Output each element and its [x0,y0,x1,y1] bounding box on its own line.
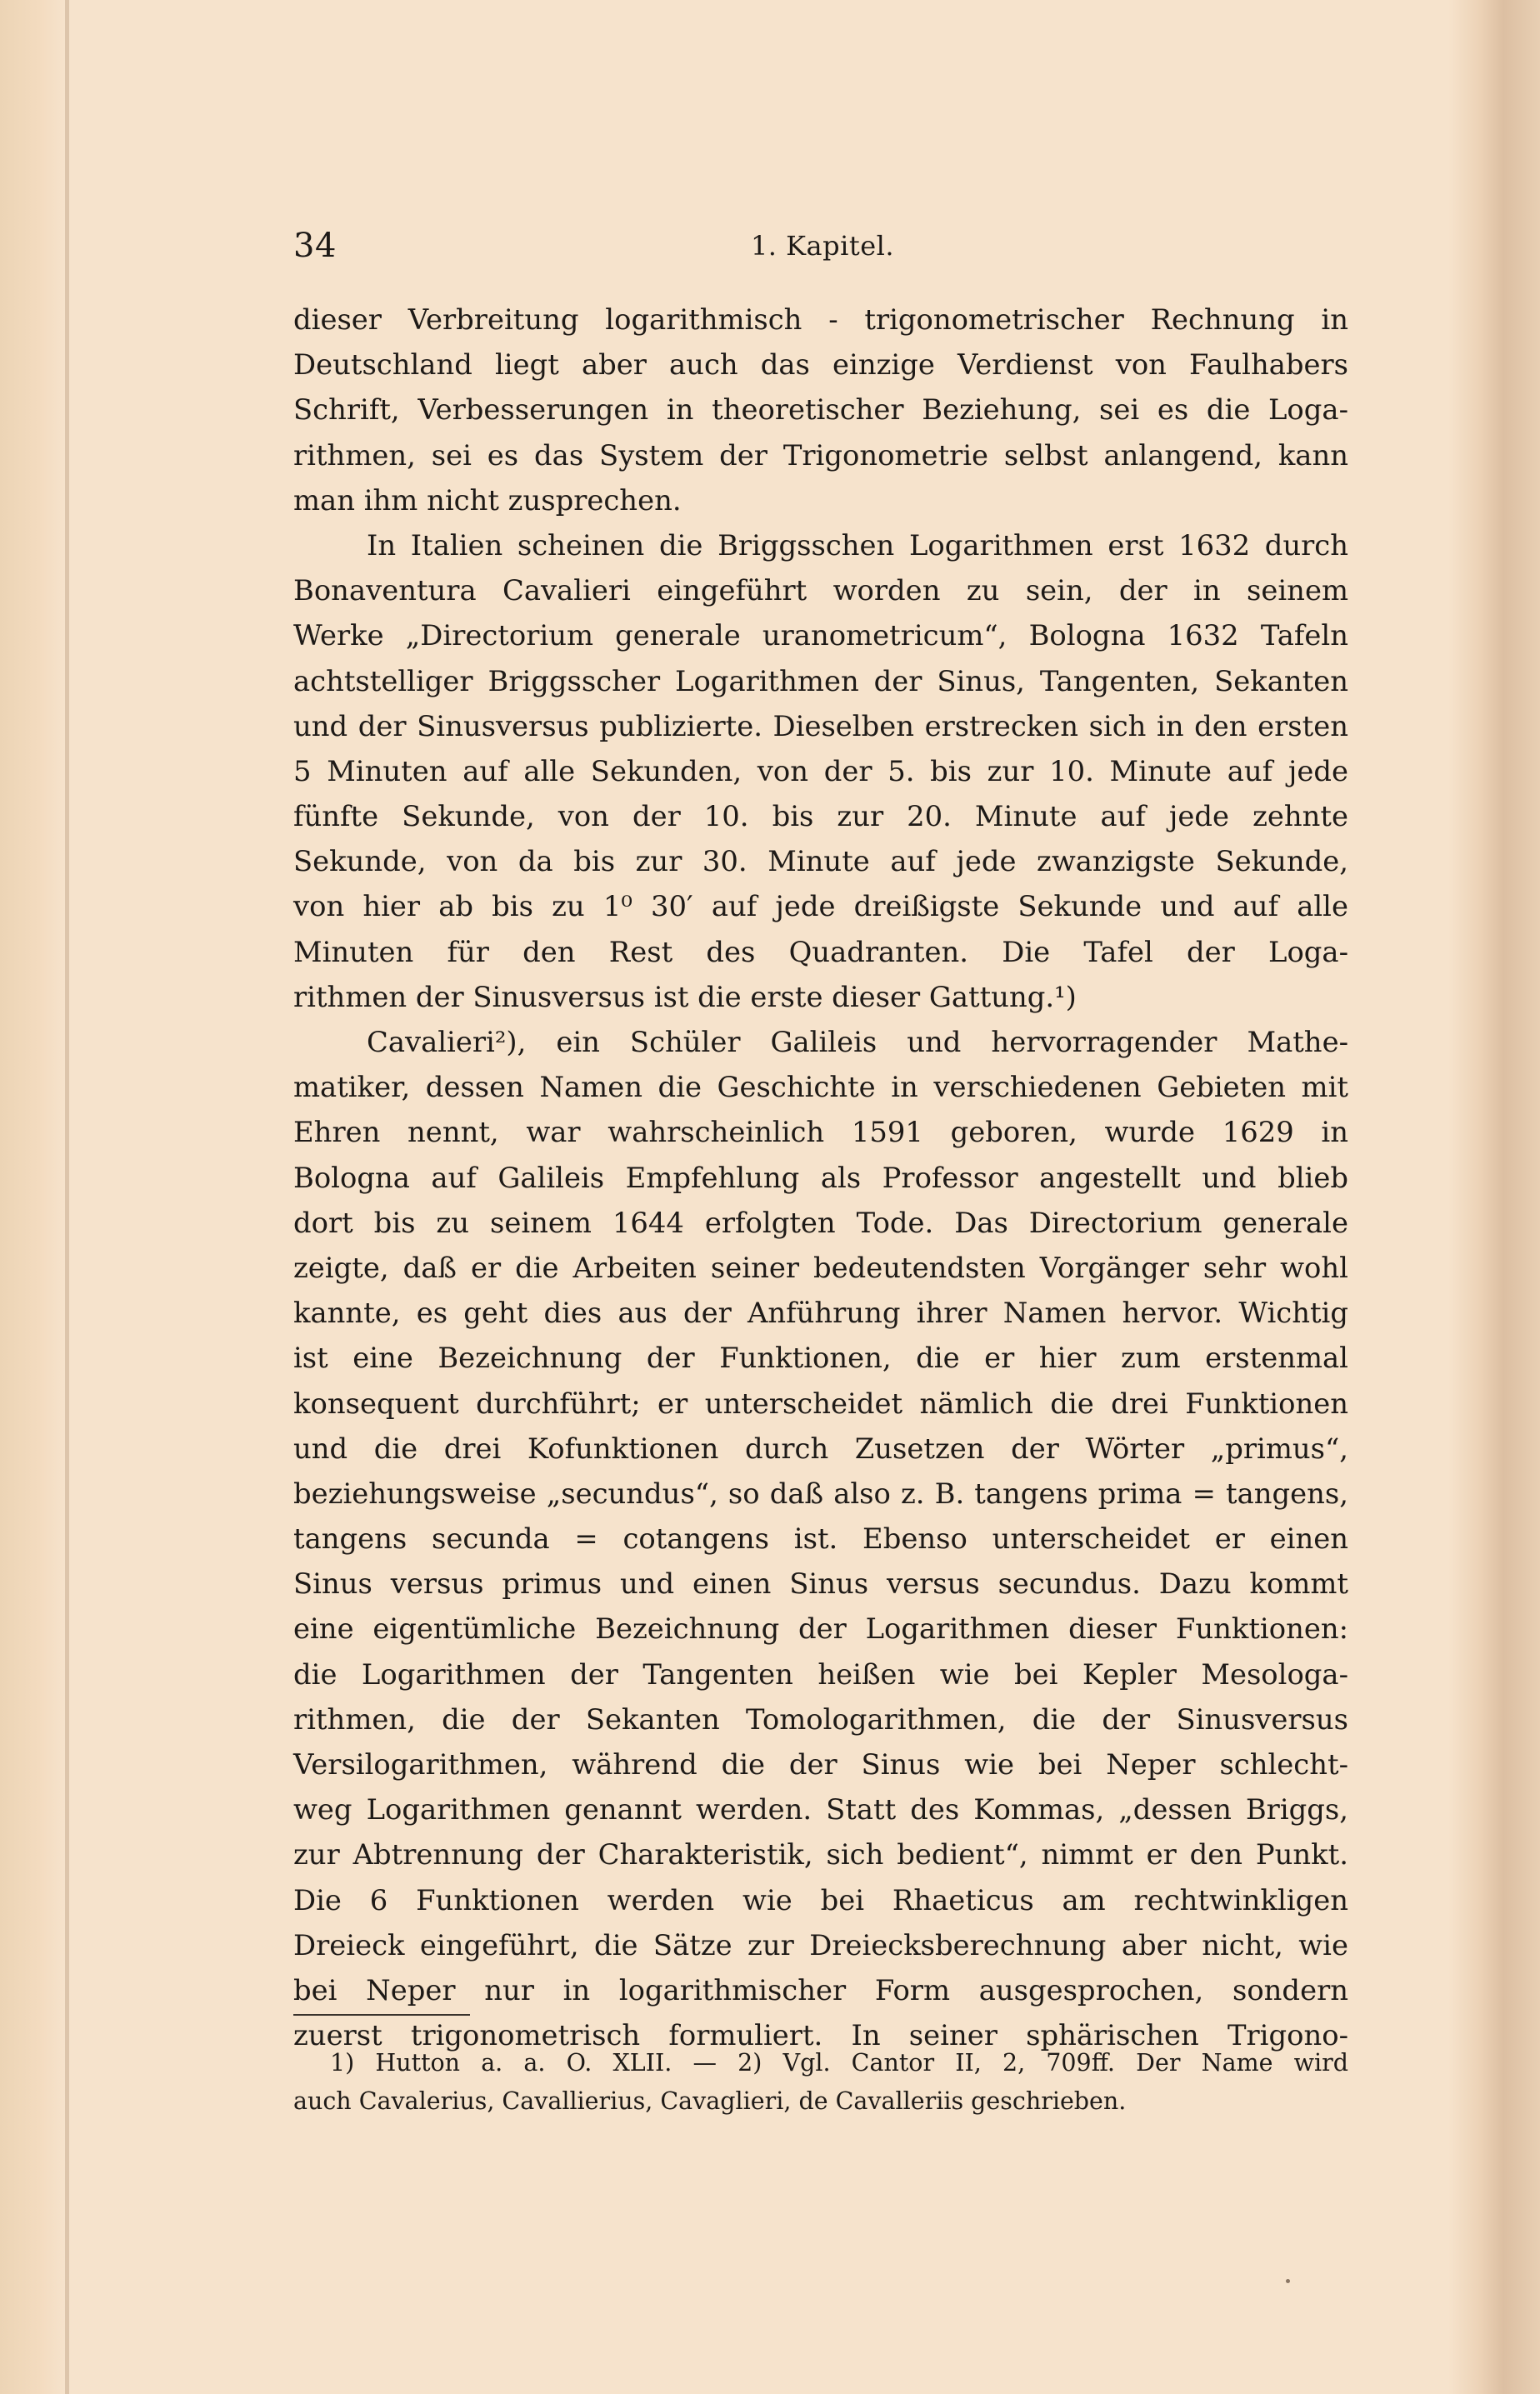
text-line: fünfte Sekunde, von der 10. bis zur 20. Minute auf jede zehnte [293,800,1348,833]
paper-speck [1286,2279,1290,2283]
text-line: Dreieck eingeführt, die Sätze zur Dreiecksberechnung aber nicht, wie [293,1928,1348,1962]
text-line: rithmen der Sinusversus ist die erste dieser Gattung.¹) [293,980,1077,1013]
text-line: man ihm nicht zusprechen. [293,483,682,517]
page-number: 34 [293,227,337,265]
text-line: dieser Verbreitung logarithmisch - trigonometrischer Rechnung in [293,303,1348,336]
scan-edge-left [0,0,65,2394]
text-line: 5 Minuten auf alle Sekunden, von der 5. bis zur 10. Minute auf jede [293,754,1348,787]
text-line: In Italien scheinen die Briggsschen Logarithmen erst 1632 durch [367,528,1348,562]
text-line: Minuten für den Rest des Quadranten. Die Tafel der Loga- [293,935,1348,968]
text-line: matiker, dessen Namen die Geschichte in verschiedenen Gebieten mit [293,1071,1348,1104]
text-line: Bonaventura Cavalieri eingeführt worden zu sein, der in seinem [293,574,1348,607]
footnotes [293,2044,1348,2121]
text-line: und der Sinusversus publizierte. Dieselben erstrecken sich in den ersten [293,709,1348,742]
text-line: Deutschland liegt aber auch das einzige Verdienst von Faulhabers [293,348,1348,382]
text-line: Die 6 Funktionen werden wie bei Rhaeticus am rechtwinkligen [293,1883,1348,1917]
footnote-line: auch Cavalerius, Cavallierius, Cavaglieri, de Cavalleriis geschrieben. [293,2087,1127,2115]
chapter-title: 1. Kapitel. [750,230,895,262]
running-head [293,227,1352,268]
text-line: zur Abtrennung der Charakteristik, sich bedient“, nimmt er den Punkt. [293,1838,1348,1872]
text-line: Bologna auf Galileis Empfehlung als Professor angestellt und blieb [293,1161,1348,1194]
text-line: rithmen, sei es das System der Trigonometrie selbst anlangend, kann [293,438,1348,472]
text-line: von hier ab bis zu 1⁰ 30′ auf jede dreißigste Sekunde und auf alle [293,890,1348,923]
text-line: weg Logarithmen genannt werden. Statt des Kommas, „dessen Briggs, [293,1793,1348,1827]
text-line: bei Neper nur in logarithmischer Form ausgesprochen, sondern [293,1973,1348,2007]
text-line: konsequent durchführt; er unterscheidet nämlich die drei Funktionen [293,1387,1348,1420]
text-line: Sinus versus primus und einen Sinus versus secundus. Dazu kommt [293,1567,1348,1601]
scan-shadow-left [65,0,69,2394]
text-line: dort bis zu seinem 1644 erfolgten Tode. Das Directorium generale [293,1206,1348,1239]
footnote-rule [293,2014,470,2016]
text-line: Ehren nennt, war wahrscheinlich 1591 geboren, wurde 1629 in [293,1116,1348,1149]
scan-edge-right [1448,0,1540,2394]
text-line: Sekunde, von da bis zur 30. Minute auf jede zwanzigste Sekunde, [293,845,1348,878]
footnote-line: 1) Hutton a. a. O. XLII. — 2) Vgl. Cantor II, 2, 709ff. Der Name wird [330,2049,1348,2077]
text-line: zeigte, daß er die Arbeiten seiner bedeutendsten Vorgänger sehr wohl [293,1251,1348,1284]
text-line: achtstelliger Briggsscher Logarithmen der Sinus, Tangenten, Sekanten [293,664,1348,697]
text-line: beziehungsweise „secundus“, so daß also z. B. tangens prima = tangens, [293,1477,1348,1510]
text-line: und die drei Kofunktionen durch Zusetzen der Wörter „primus“, [293,1432,1348,1465]
text-line: Versilogarithmen, während die der Sinus wie bei Neper schlecht- [293,1748,1348,1781]
text-line: rithmen, die der Sekanten Tomologarithmen, die der Sinusversus [293,1702,1348,1736]
text-line: zuerst trigonometrisch formuliert. In seiner sphärischen Trigono- [293,2019,1348,2052]
text-line: Cavalieri²), ein Schüler Galileis und hervorragender Mathe- [367,1026,1348,1058]
text-line: ist eine Bezeichnung der Funktionen, die er hier zum erstenmal [293,1342,1348,1375]
text-line: die Logarithmen der Tangenten heißen wie bei Kepler Mesologa- [293,1657,1348,1691]
text-line: kannte, es geht dies aus der Anführung ihrer Namen hervor. Wichtig [293,1297,1348,1330]
text-line: eine eigentümliche Bezeichnung der Logarithmen dieser Funktionen: [293,1612,1348,1646]
body-text [293,297,1348,2058]
text-line: Werke „Directorium generale uranometricum“, Bologna 1632 Tafeln [293,619,1348,652]
text-line: tangens secunda = cotangens ist. Ebenso unterscheidet er einen [293,1522,1348,1556]
text-line: Schrift, Verbesserungen in theoretischer Beziehung, sei es die Loga- [293,393,1348,427]
